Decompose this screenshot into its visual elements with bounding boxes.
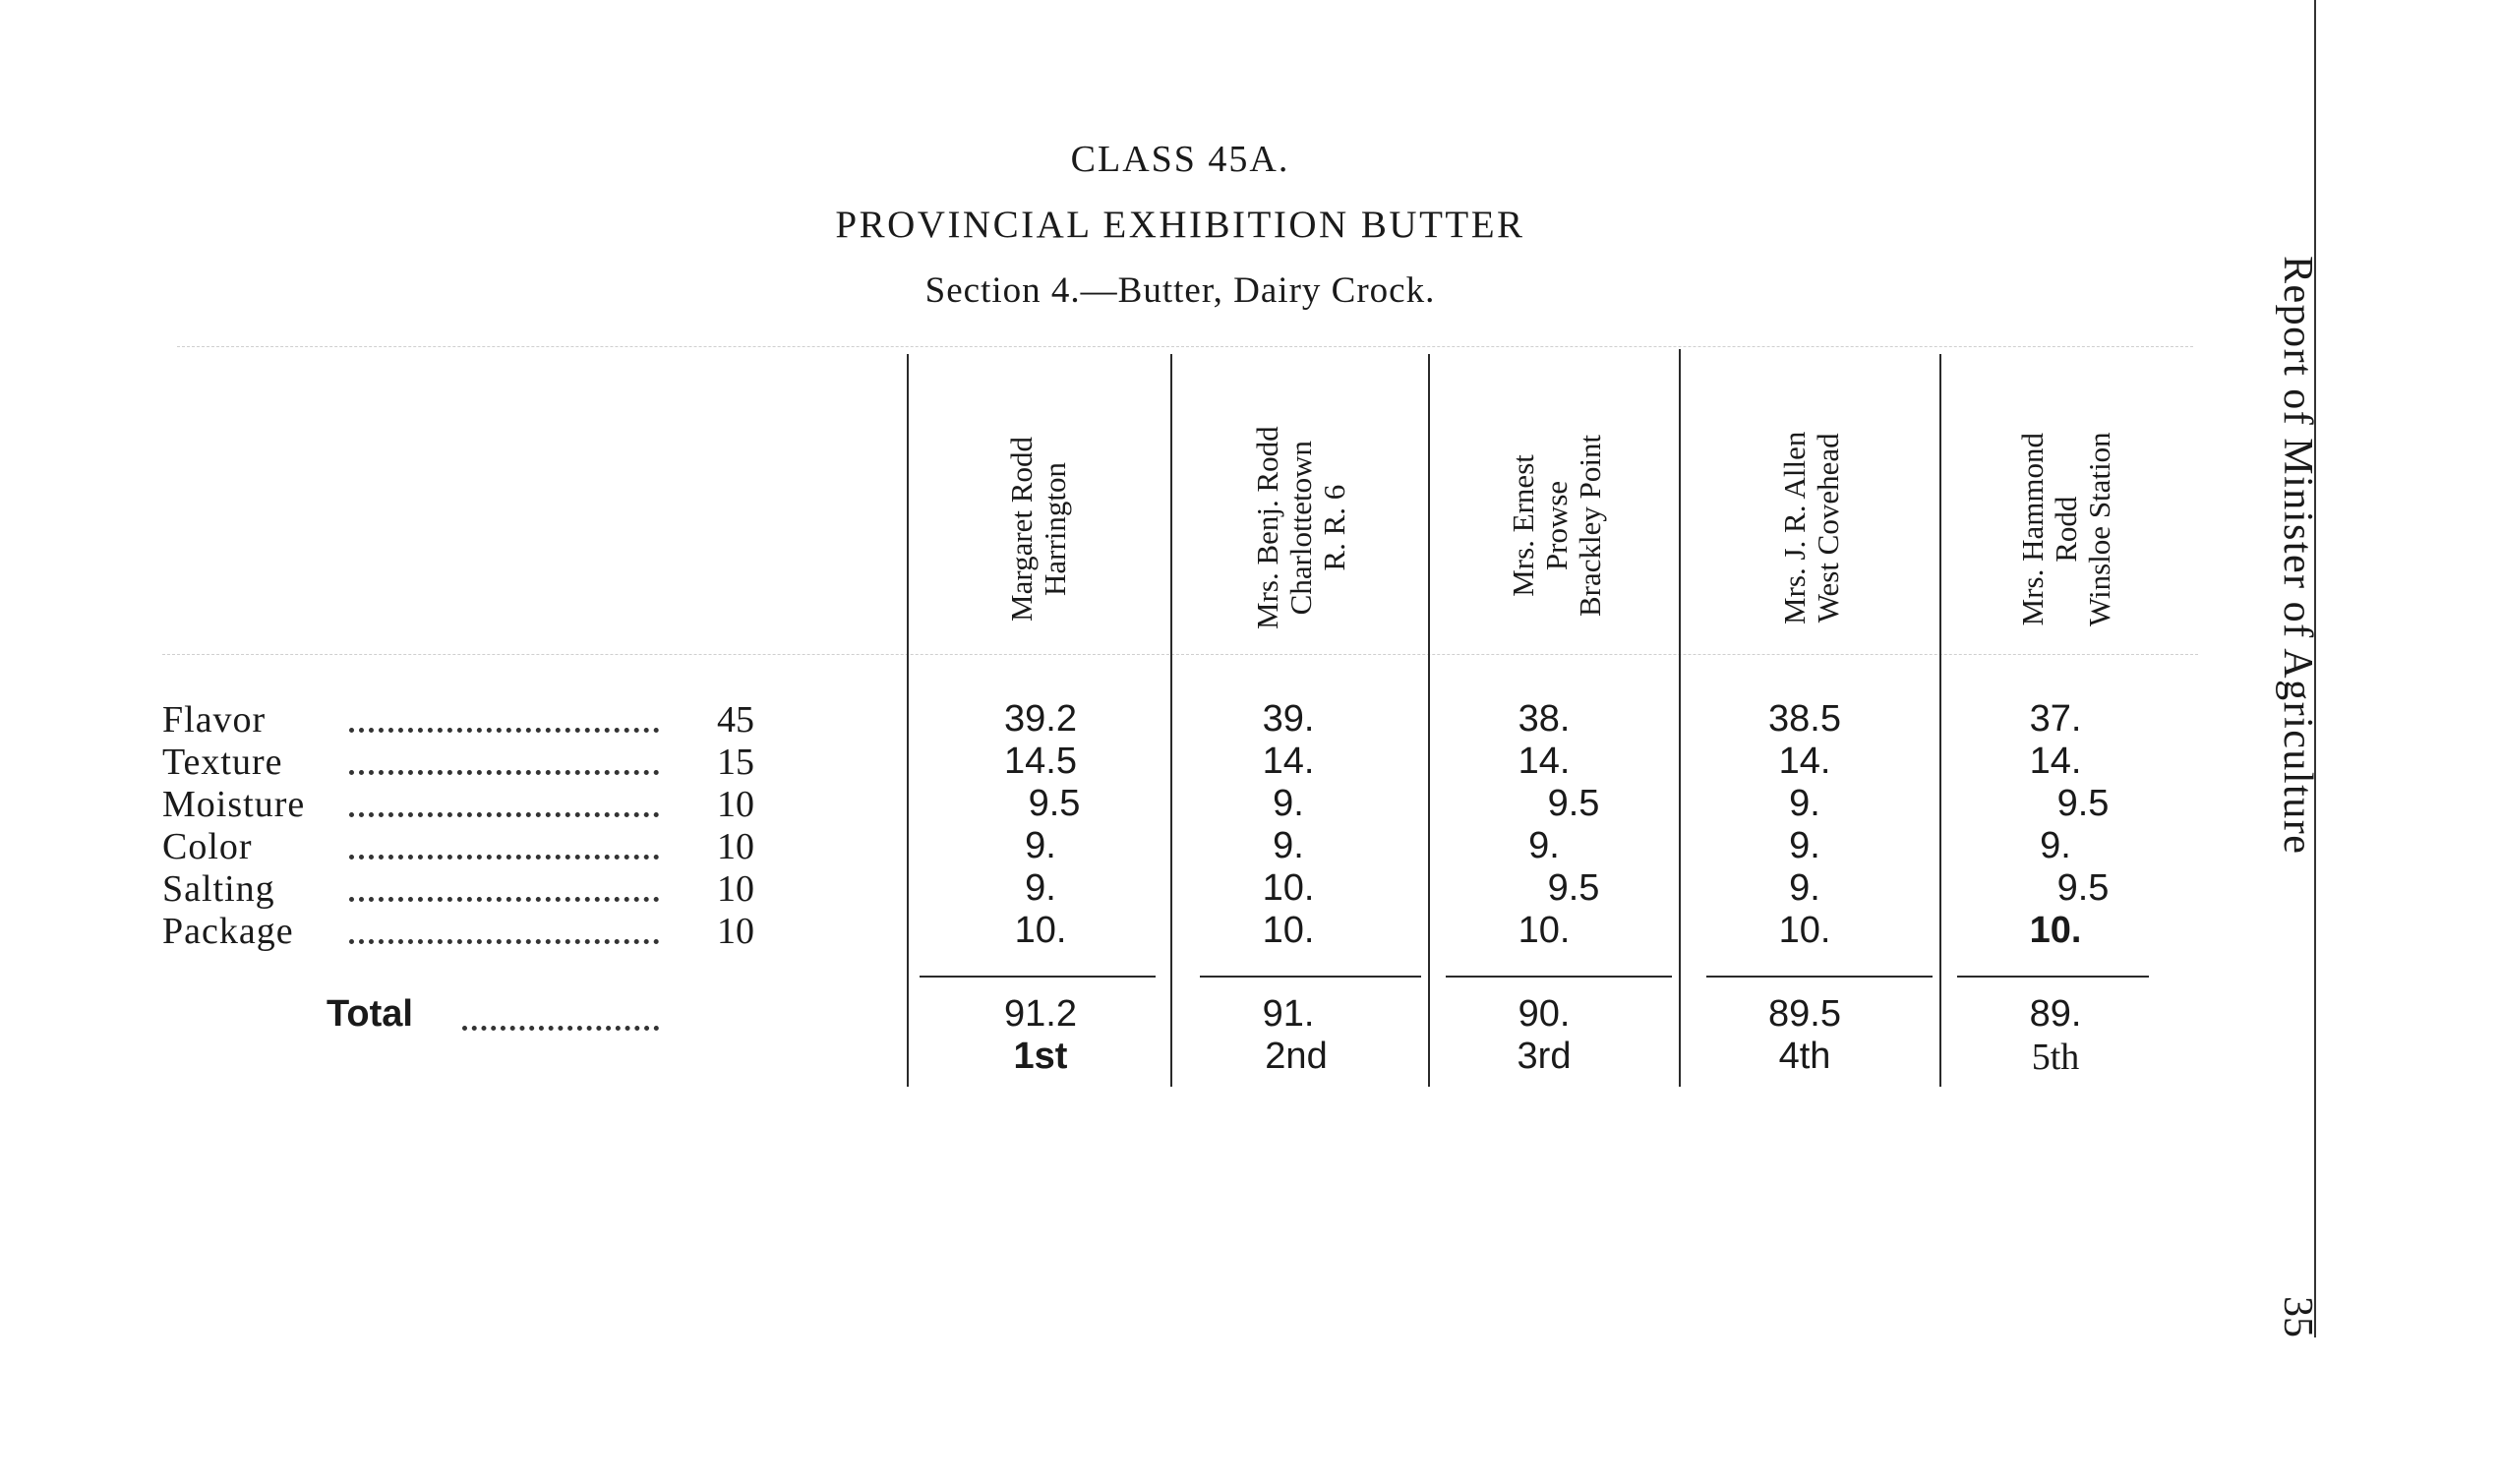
score-cell: 38.5 [1768, 698, 1841, 740]
sum-rule [1957, 976, 2149, 978]
dot-leader [349, 939, 659, 944]
score-cell: 9.5 [2056, 783, 2110, 824]
criterion-max: 10 [717, 784, 754, 825]
criterion-max: 15 [717, 742, 754, 783]
entrant-1-name: Margaret Rodd [1004, 437, 1039, 622]
score-cell: 14.5 [1004, 741, 1077, 782]
criterion-label: Package [162, 911, 294, 952]
score-cell: 9. [1528, 825, 1560, 866]
dot-leader [349, 728, 659, 733]
score-cell: 10. [1014, 910, 1067, 951]
criterion-label: Texture [162, 742, 283, 783]
sum-rule [1706, 976, 1933, 978]
score-cell: 9.5 [1028, 783, 1081, 824]
section-heading: Section 4.—Butter, Dairy Crock. [924, 270, 1436, 311]
entrant-2-route: R. R. 6 [1317, 484, 1351, 571]
dot-leader [349, 812, 659, 817]
total-cell: 89.5 [1768, 993, 1841, 1035]
entrant-5-place: Winsloe Station [2082, 432, 2116, 626]
score-cell: 37. [2029, 698, 2082, 740]
total-cell: 89. [2029, 993, 2082, 1035]
score-cell: 9.5 [1547, 867, 1600, 909]
dot-leader [462, 1026, 659, 1031]
placing-cell: 1st [1013, 1036, 1068, 1077]
class-heading: CLASS 45A. [1070, 139, 1290, 180]
score-cell: 9. [1789, 783, 1820, 824]
criterion-label: Flavor [162, 699, 267, 741]
score-cell: 10. [2029, 910, 2082, 951]
score-cell: 14. [2029, 741, 2082, 782]
criterion-max: 10 [717, 911, 754, 952]
placing-cell: 4th [1778, 1036, 1831, 1077]
entrant-2-name: Mrs. Benj. Rodd [1250, 426, 1284, 629]
score-cell: 9.5 [1547, 783, 1600, 824]
score-cell: 9. [1025, 867, 1056, 909]
header-bottom-rule [162, 654, 2198, 655]
score-cell: 9. [1025, 825, 1056, 866]
placing-cell: 2nd [1265, 1036, 1328, 1077]
entrant-2-place: Charlottetown [1283, 440, 1318, 616]
dot-leader [349, 770, 659, 775]
entrant-5-name: Mrs. Hammond [2015, 433, 2050, 626]
dot-leader [349, 897, 659, 902]
document-title: PROVINCIAL EXHIBITION BUTTER [835, 204, 1525, 246]
entrant-3-place: Brackley Point [1573, 434, 1607, 617]
total-label: Total [327, 993, 413, 1035]
score-cell: 9. [1789, 825, 1820, 866]
score-cell: 10. [1262, 867, 1315, 909]
entrant-4-place: West Covehead [1811, 433, 1845, 623]
score-cell: 9. [2040, 825, 2071, 866]
score-cell: 10. [1518, 910, 1571, 951]
score-cell: 39.2 [1004, 698, 1077, 740]
placing-cell: 3rd [1517, 1036, 1572, 1077]
criterion-max: 45 [717, 699, 754, 741]
sum-rule [920, 976, 1156, 978]
score-cell: 14. [1262, 741, 1315, 782]
score-cell: 9.5 [2056, 867, 2110, 909]
entrant-4-name: Mrs. J. R. Allen [1777, 431, 1812, 624]
sum-rule [1200, 976, 1421, 978]
score-cell: 10. [1262, 910, 1315, 951]
column-divider-5 [1939, 354, 1941, 1087]
criterion-label: Salting [162, 868, 275, 910]
entrant-5-surname: Rodd [2049, 496, 2083, 563]
score-cell: 10. [1778, 910, 1831, 951]
page-number-text: 35 [2275, 1296, 2320, 1337]
total-cell: 91. [1262, 993, 1315, 1035]
dot-leader [349, 855, 659, 860]
criterion-max: 10 [717, 826, 754, 867]
placing-cell: 5th [2031, 1037, 2080, 1078]
column-divider-2 [1170, 354, 1172, 1087]
column-divider-4 [1679, 349, 1681, 1087]
entrant-3-surname: Prowse [1539, 480, 1574, 571]
header-top-rule [177, 346, 2193, 347]
column-divider-1 [907, 354, 909, 1087]
entrant-3-name: Mrs. Ernest [1506, 454, 1540, 597]
criterion-max: 10 [717, 868, 754, 910]
score-cell: 9. [1273, 783, 1304, 824]
total-cell: 90. [1518, 993, 1571, 1035]
criterion-label: Color [162, 826, 253, 867]
score-cell: 14. [1518, 741, 1571, 782]
score-cell: 39. [1262, 698, 1315, 740]
total-cell: 91.2 [1004, 993, 1077, 1035]
score-cell: 9. [1273, 825, 1304, 866]
criterion-label: Moisture [162, 784, 306, 825]
score-cell: 38. [1518, 698, 1571, 740]
entrant-1-place: Harrington [1038, 462, 1072, 597]
score-cell: 14. [1778, 741, 1831, 782]
column-divider-3 [1428, 354, 1430, 1087]
running-head-text: Report of Minister of Agriculture [2275, 256, 2320, 856]
score-cell: 9. [1789, 867, 1820, 909]
sum-rule [1446, 976, 1672, 978]
